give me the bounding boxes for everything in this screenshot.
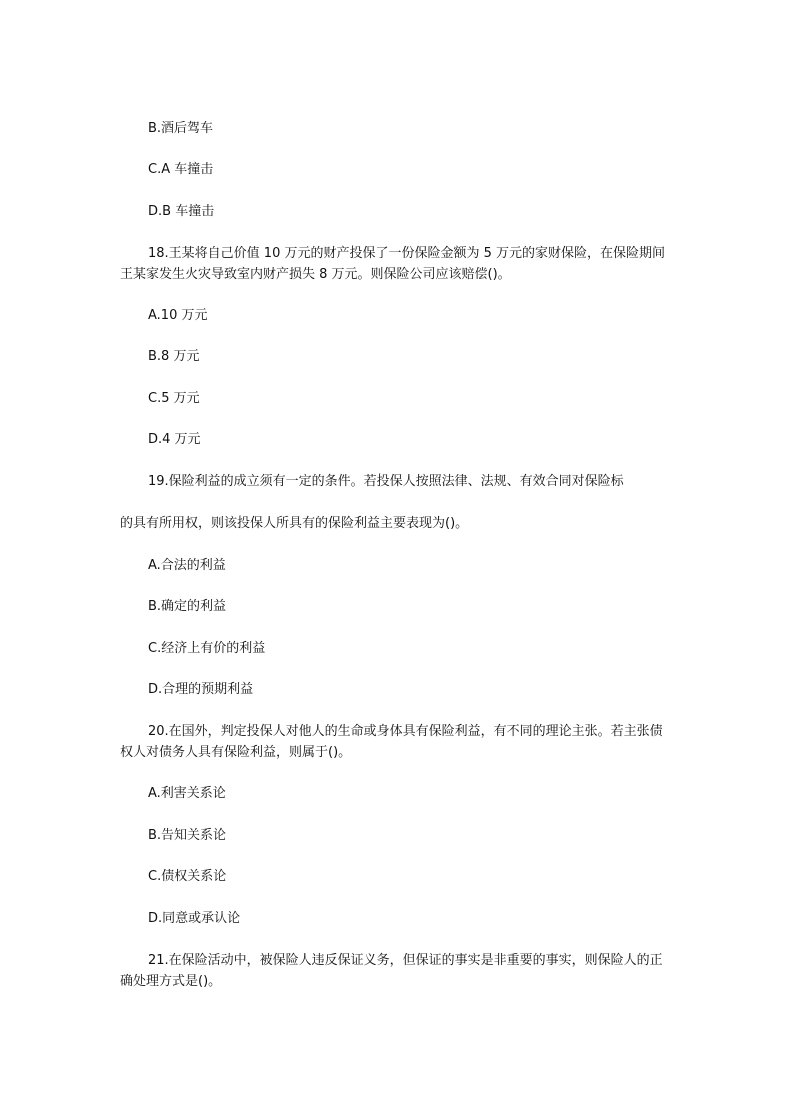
q20-option-b: B.告知关系论 bbox=[148, 828, 227, 843]
q20-stem: 20.在国外，判定投保人对他人的生命或身体具有保险利益，有不同的理论主张。若主张债权人对债务人具有保险利益，则属于()。 bbox=[120, 724, 663, 760]
q18-option-a: A.10 万元 bbox=[148, 308, 208, 323]
q20-option-a: A.利害关系论 bbox=[148, 786, 226, 801]
q17-option-b: B.酒后驾车 bbox=[148, 121, 214, 136]
q17-option-d: D.B 车撞击 bbox=[148, 204, 215, 219]
q18-option-d: D.4 万元 bbox=[148, 432, 201, 447]
q18-option-b: B.8 万元 bbox=[148, 349, 200, 364]
q19-option-a: A.合法的利益 bbox=[148, 558, 226, 573]
q17-option-c: C.A 车撞击 bbox=[148, 162, 214, 177]
q19-option-d: D.合理的预期利益 bbox=[148, 682, 254, 697]
q18-stem: 18.王某将自己价值 10 万元的财产投保了一份保险金额为 5 万元的家财保险，在保险期间王某家发生火灾导致室内财产损失 8 万元。则保险公司应该赔偿()。 bbox=[120, 246, 666, 282]
q19-option-c: C.经济上有价的利益 bbox=[148, 641, 266, 656]
q20-option-c: C.债权关系论 bbox=[148, 869, 227, 884]
q21-stem: 21.在保险活动中，被保险人违反保证义务，但保证的事实是非重要的事实，则保险人的正确处理方式是()。 bbox=[120, 953, 663, 989]
q18-option-c: C.5 万元 bbox=[148, 391, 200, 406]
q20-option-d: D.同意或承认论 bbox=[148, 911, 241, 926]
q19-stem-line2: 的具有所用权，则该投保人所具有的保险利益主要表现为()。 bbox=[120, 516, 469, 531]
q19-stem-line1: 19.保险利益的成立须有一定的条件。若投保人按照法律、法规、有效合同对保险标 bbox=[148, 474, 624, 489]
q19-option-b: B.确定的利益 bbox=[148, 599, 227, 614]
